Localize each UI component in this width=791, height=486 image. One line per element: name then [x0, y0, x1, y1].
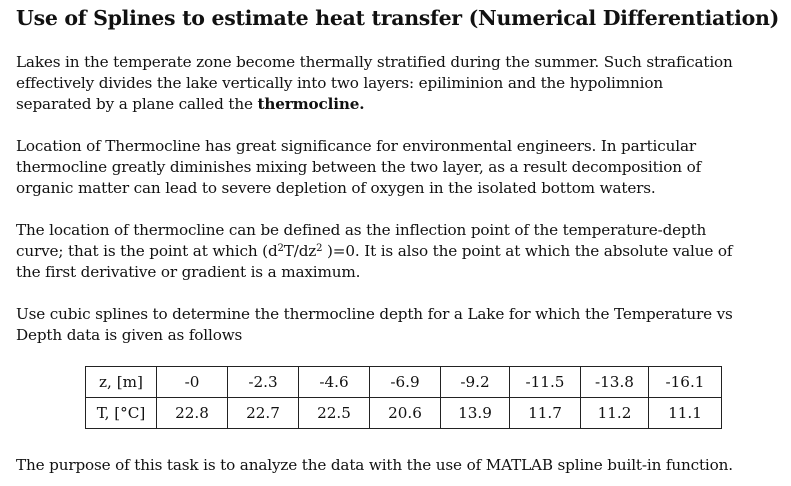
text-line: effectively divides the lake vertically into two layers: epiliminion and the hypolimnion — [16, 74, 663, 92]
table-cell: -13.8 — [581, 367, 649, 398]
table-cell: 22.8 — [157, 398, 228, 429]
text-fragment: T/dz — [283, 242, 317, 260]
table-cell: -9.2 — [441, 367, 510, 398]
table-header-temperature: T, [°C] — [86, 398, 157, 429]
table-cell: 11.2 — [581, 398, 649, 429]
text-line: Use cubic splines to determine the thermocline depth for a Lake for which the Temperature vs — [16, 305, 733, 323]
text-fragment: curve; that is the point at which (d — [16, 242, 278, 260]
table-cell: -2.3 — [228, 367, 299, 398]
table-row-temperature — [86, 398, 722, 429]
paragraph-task-instructions — [16, 304, 786, 346]
text-line: The location of thermocline can be defined as the inflection point of the temperature-depth — [16, 221, 707, 239]
table-header-depth: z, [m] — [86, 367, 157, 398]
text-line: Location of Thermocline has great significance for environmental engineers. In particular — [16, 137, 696, 155]
text-line — [16, 241, 786, 262]
bold-term-thermocline: thermocline. — [257, 95, 365, 113]
superscript: 2 — [316, 243, 323, 254]
table-row-depth — [86, 367, 722, 398]
paragraph-task-purpose — [16, 455, 786, 476]
page-title: Use of Splines to estimate heat transfer (Numerical Differentiation) — [16, 6, 779, 30]
table-cell: -0 — [157, 367, 228, 398]
superscript: 2 — [277, 243, 284, 254]
text-fragment: separated by a plane called the — [16, 95, 258, 113]
text-line: organic matter can lead to severe depletion of oxygen in the isolated bottom waters. — [16, 179, 656, 197]
table-cell: -16.1 — [649, 367, 722, 398]
table-cell: -11.5 — [510, 367, 581, 398]
temperature-depth-table — [85, 366, 722, 429]
table-cell: 11.1 — [649, 398, 722, 429]
table-cell: 11.7 — [510, 398, 581, 429]
paragraph-inflection-definition — [16, 220, 786, 283]
table-cell: -4.6 — [299, 367, 370, 398]
text-line: the first derivative or gradient is a maximum. — [16, 263, 361, 281]
table-cell: 22.7 — [228, 398, 299, 429]
text-line: The purpose of this task is to analyze the data with the use of MATLAB spline built-in function. — [16, 456, 733, 474]
table-cell: -6.9 — [370, 367, 441, 398]
table-cell: 13.9 — [441, 398, 510, 429]
text-line: thermocline greatly diminishes mixing between the two layer, as a result decomposition of — [16, 158, 702, 176]
table-cell: 20.6 — [370, 398, 441, 429]
text-fragment: )=0. It is also the point at which the absolute value of — [322, 242, 733, 260]
paragraph-thermocline-significance — [16, 136, 786, 199]
paragraph-stratification — [16, 52, 786, 115]
table-cell: 22.5 — [299, 398, 370, 429]
text-line: Lakes in the temperate zone become thermally stratified during the summer. Such strafication — [16, 53, 733, 71]
text-line: Depth data is given as follows — [16, 326, 243, 344]
text-line — [16, 94, 786, 115]
